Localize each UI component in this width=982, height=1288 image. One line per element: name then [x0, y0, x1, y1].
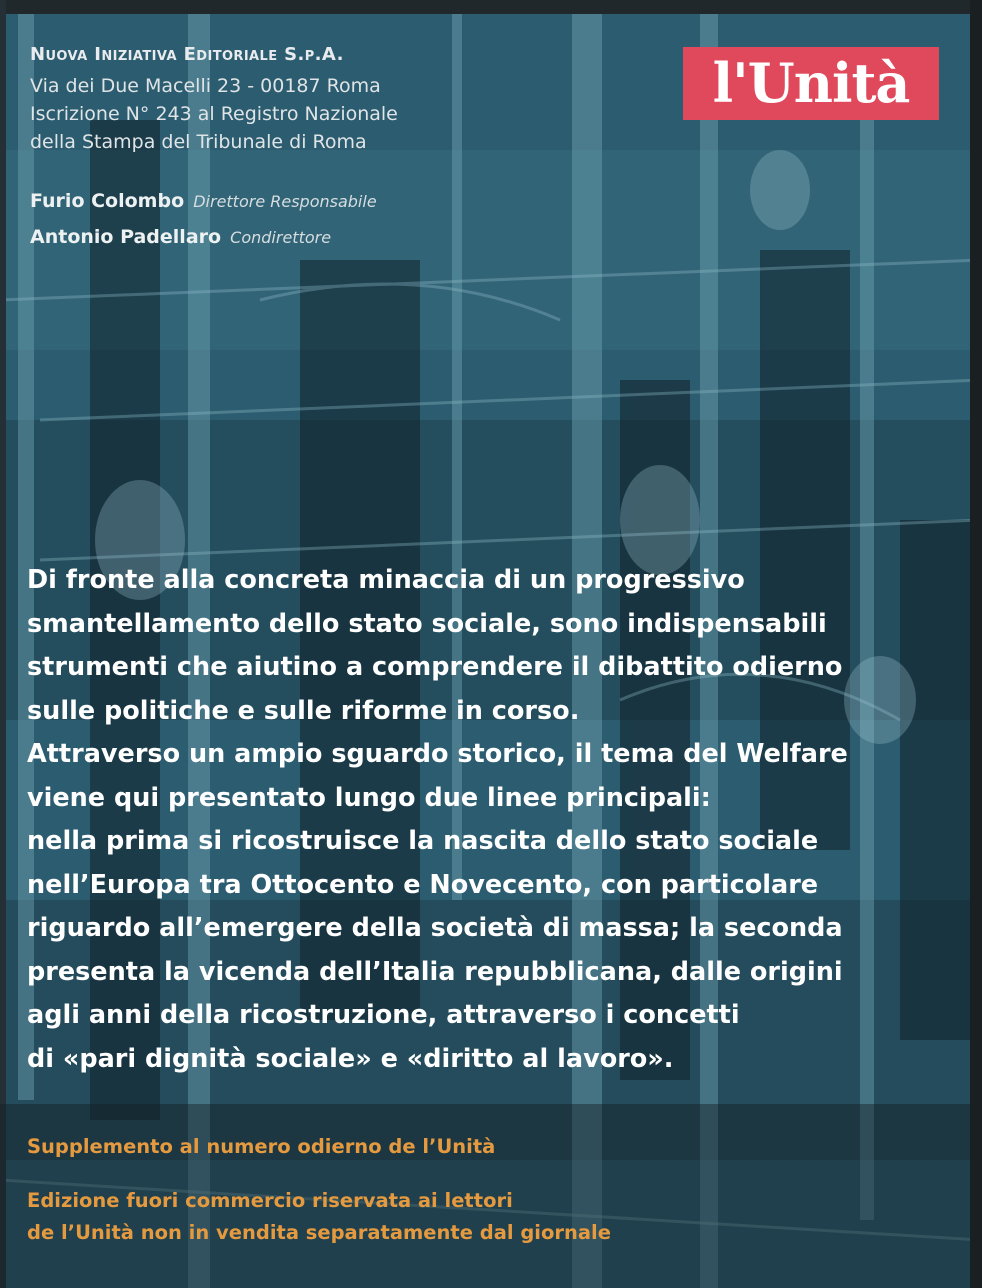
description-line: presenta la vicenda dell’Italia repubblicana, dalle origini — [27, 956, 843, 987]
publisher-name: Nuova Iniziativa Editoriale S.p.A. — [30, 44, 344, 65]
description-line: Attraverso un ampio sguardo storico, il tema del Welfare — [27, 739, 848, 769]
staff-row-director — [30, 190, 377, 212]
staff-role: Condirettore — [230, 228, 332, 247]
description-line: nell’Europa tra Ottocento e Novecento, con particolare — [27, 869, 819, 900]
description-line: smantellamento dello stato sociale, sono indispensabili — [27, 608, 827, 639]
description-line: viene qui presentato lungo due linee principali: — [27, 782, 711, 813]
registration-line-1: Iscrizione N° 243 al Registro Nazionale — [30, 103, 398, 125]
staff-name: Furio Colombo — [30, 190, 185, 212]
publisher-address: Via dei Due Macelli 23 - 00187 Roma — [30, 75, 381, 97]
edition-note-line-2: de l’Unità non in vendita separatamente dal giornale — [27, 1221, 611, 1244]
description-line: agli anni della ricostruzione, attraverso i concetti — [27, 1000, 740, 1030]
footer-notice — [27, 1131, 611, 1249]
publisher-info — [30, 46, 398, 161]
staff-credits — [30, 190, 377, 262]
description-line: riguardo all’emergere della società di massa; la seconda — [27, 913, 843, 943]
supplement-note: Supplemento al numero odierno de l’Unità — [27, 1135, 496, 1158]
description-line: strumenti che aiutino a comprendere il dibattito odierno — [27, 652, 843, 682]
description-line: Di fronte alla concreta minaccia di un progressivo — [27, 565, 745, 595]
description-line: sulle politiche e sulle riforme in corso. — [27, 695, 580, 726]
description-text — [27, 559, 972, 1081]
description-line: nella prima si ricostruisce la nascita dello stato sociale — [27, 826, 819, 856]
staff-role: Direttore Responsabile — [193, 192, 377, 211]
staff-name: Antonio Padellaro — [30, 226, 222, 248]
description-line: di «pari dignità sociale» e «diritto al lavoro». — [27, 1043, 674, 1074]
registration-line-2: della Stampa del Tribunale di Roma — [30, 131, 367, 153]
footer-spacer — [27, 1163, 611, 1185]
left-border — [0, 0, 6, 1288]
unita-logo: l'Unità — [683, 47, 939, 120]
top-border — [0, 0, 982, 14]
edition-note-line-1: Edizione fuori commercio riservata ai lettori — [27, 1189, 513, 1212]
staff-row-codirector — [30, 226, 377, 248]
